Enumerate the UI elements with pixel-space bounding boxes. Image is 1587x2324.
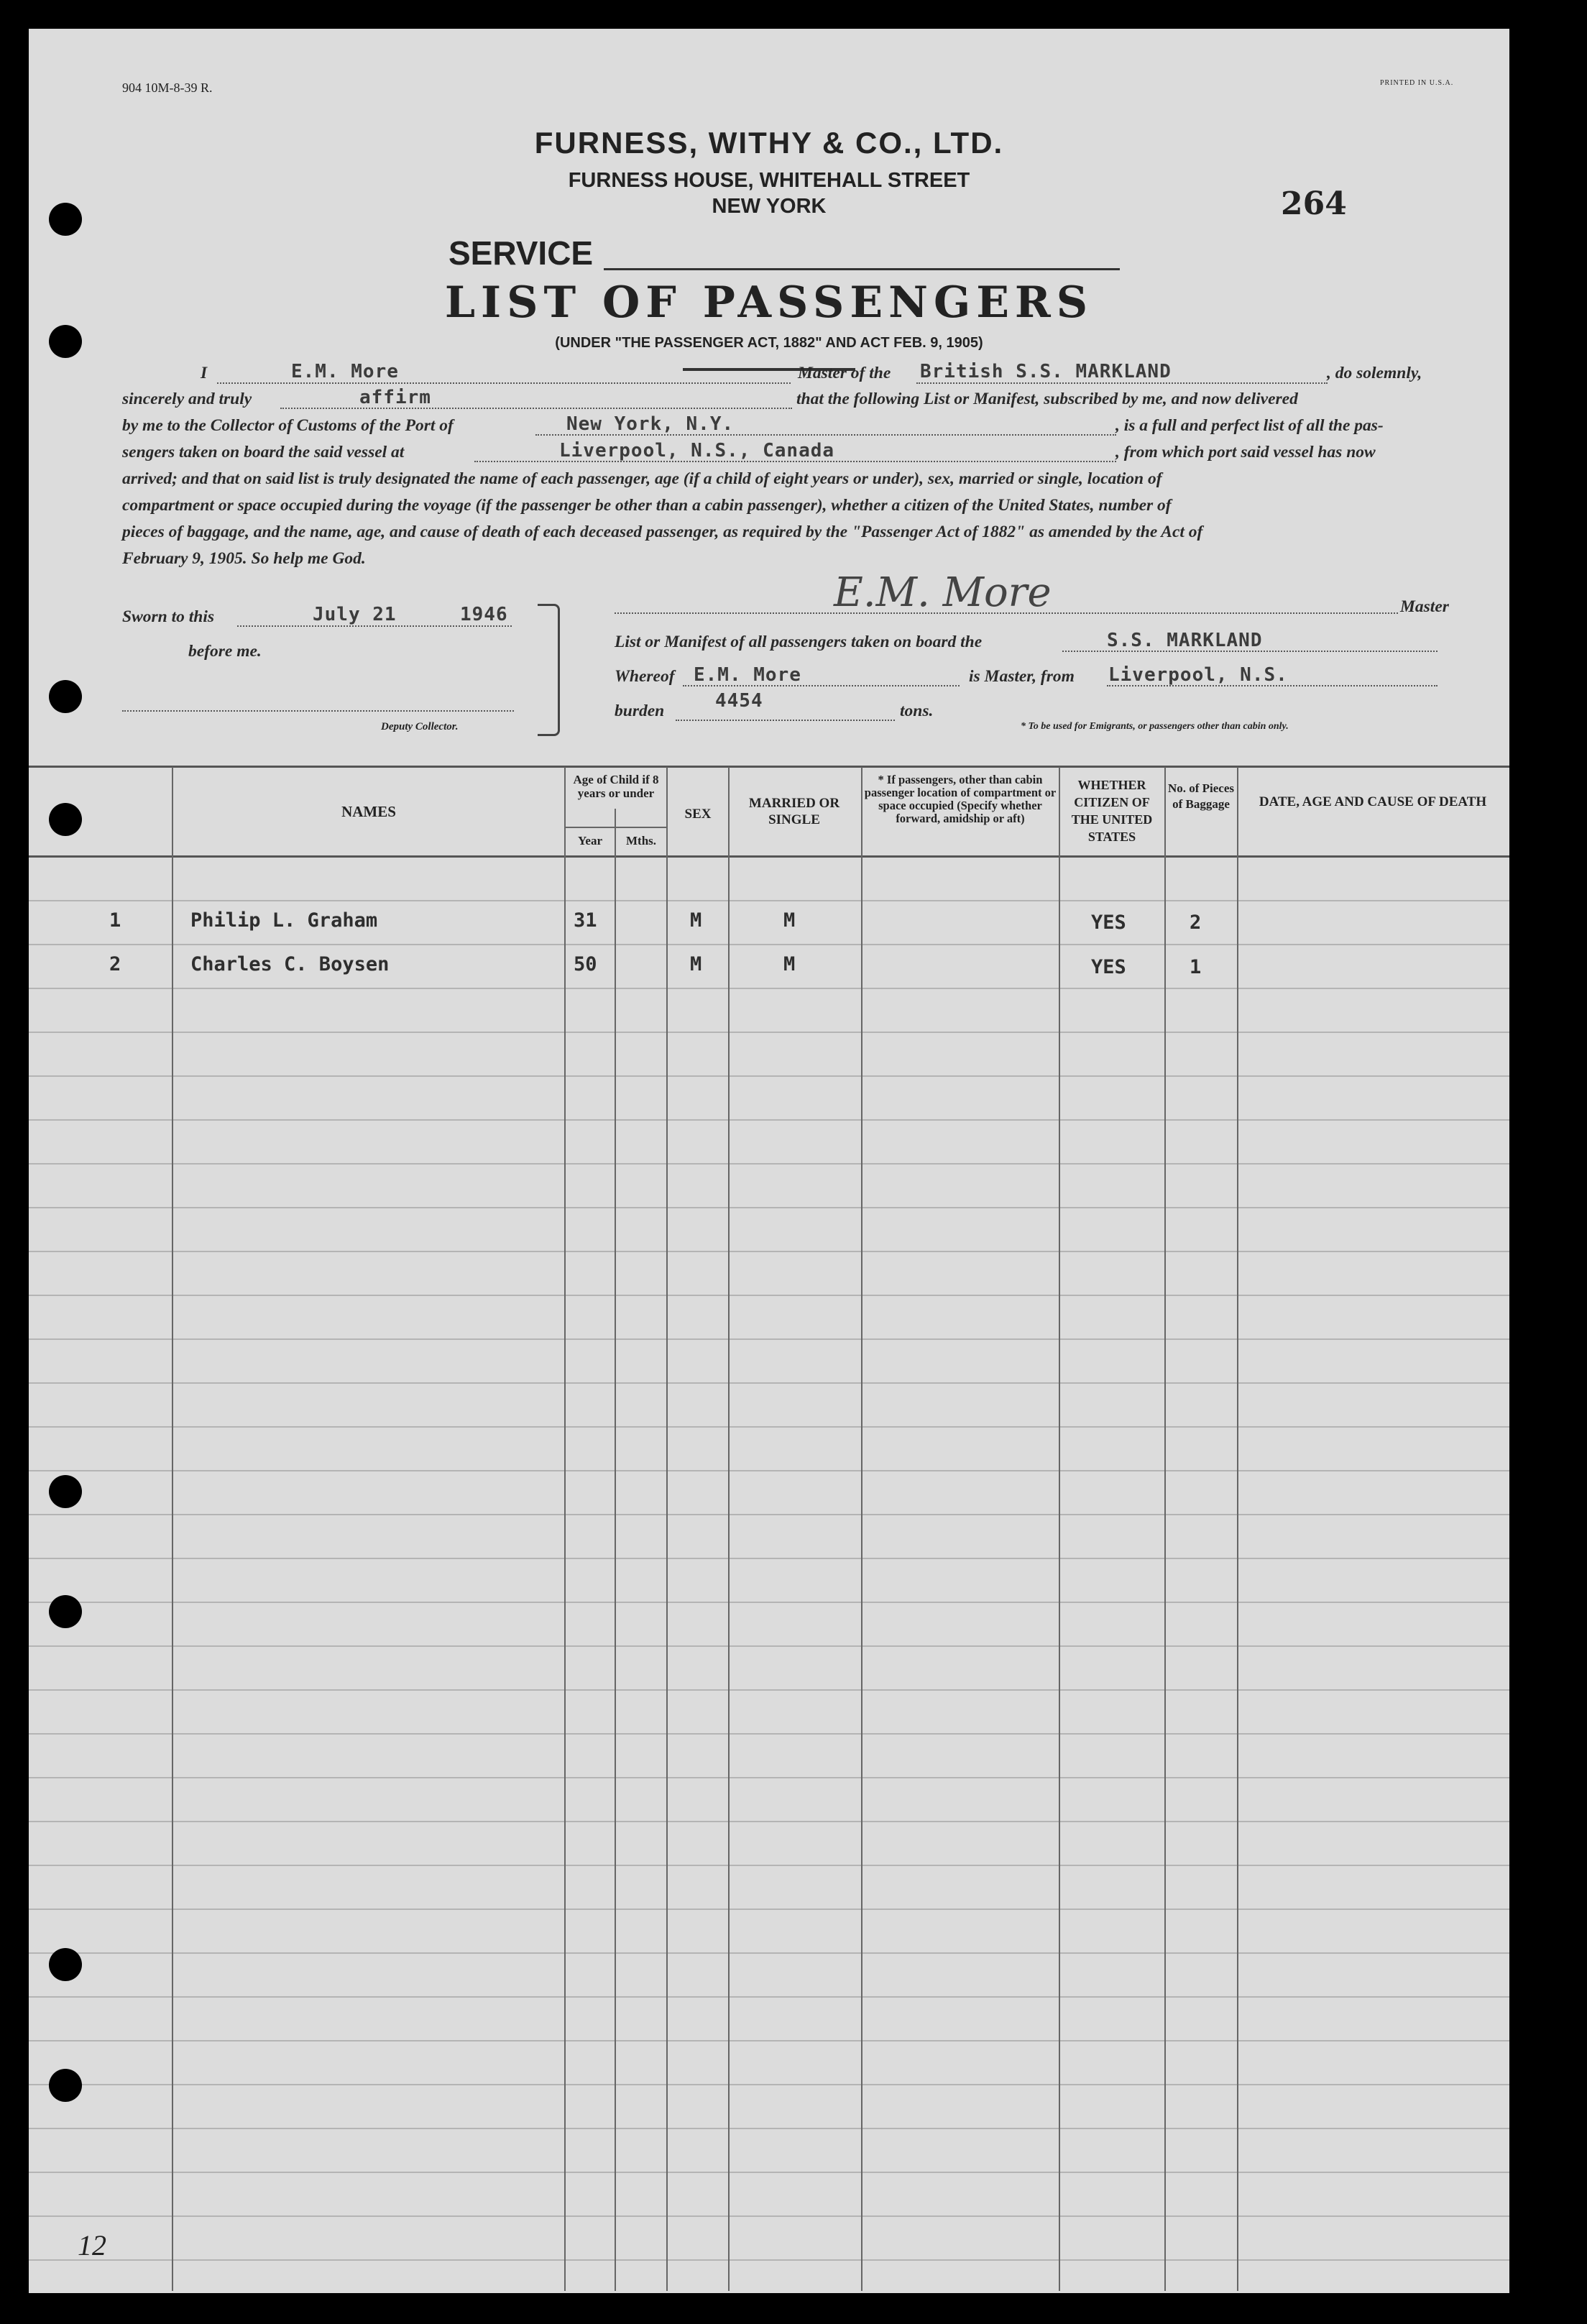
company-address-line2: NEW YORK xyxy=(712,195,827,218)
decl-underline xyxy=(217,382,791,384)
column-divider xyxy=(1164,767,1166,2291)
margin-note: 12 xyxy=(78,2229,106,2261)
header-location: * If passengers, other than cabin passenger location of compartment or space occupied (Specify whether forward, amidship or aft) xyxy=(864,773,1057,825)
affirm-word: affirm xyxy=(359,387,431,408)
table-top-border xyxy=(29,766,1509,768)
company-address-line1: FURNESS HOUSE, WHITEHALL STREET xyxy=(568,169,970,192)
form-number: 904 10M-8-39 R. xyxy=(122,81,213,95)
table-rule-line xyxy=(29,1821,1509,1822)
passenger-citizen: YES xyxy=(1091,956,1126,978)
decl-collector: by me to the Collector of Customs of the Port of xyxy=(122,416,454,435)
table-rule-line xyxy=(29,944,1509,945)
column-divider xyxy=(172,767,173,2291)
decl-full-list: , is a full and perfect list of all the pas- xyxy=(1116,416,1384,435)
whereof-label: Whereof xyxy=(615,667,675,686)
binder-hole xyxy=(49,1475,82,1508)
manifest-page xyxy=(29,29,1509,2293)
header-months: Mths. xyxy=(625,834,657,848)
table-rule-line xyxy=(29,2215,1509,2217)
table-rule-line xyxy=(29,1514,1509,1515)
table-rule-line xyxy=(29,1909,1509,1910)
header-death: DATE, AGE AND CAUSE OF DEATH xyxy=(1259,794,1487,809)
table-rule-line xyxy=(29,1207,1509,1208)
column-divider xyxy=(666,767,668,2291)
decl-arrived: , from which port said vessel has now xyxy=(1116,443,1376,461)
table-rule-line xyxy=(29,1119,1509,1121)
header-citizen: WHETHER CITIZEN OF THE UNITED STATES xyxy=(1071,778,1153,844)
header-names: NAMES xyxy=(341,803,396,820)
burden-label: burden xyxy=(615,702,665,720)
table-rule-line xyxy=(29,2172,1509,2173)
whereof-name: E.M. More xyxy=(694,664,801,686)
table-rule-line xyxy=(29,2128,1509,2129)
before-me: before me. xyxy=(188,642,262,661)
table-rule-line xyxy=(29,1865,1509,1866)
sworn-date: July 21 xyxy=(313,604,397,625)
sworn-year: 1946 xyxy=(460,604,508,625)
decl-sincerely: sincerely and truly xyxy=(122,390,252,408)
header-age-child: Age of Child if 8 years or under xyxy=(573,773,659,800)
decl-taken-on-board: sengers taken on board the said vessel at xyxy=(122,443,405,461)
document-subtitle: (UNDER "THE PASSENGER ACT, 1882" AND ACT FEB. 9, 1905) xyxy=(555,335,983,351)
passenger-baggage: 2 xyxy=(1190,911,1202,934)
master-signature: E.M. More xyxy=(834,569,1052,616)
passenger-married: M xyxy=(783,953,796,975)
sworn-underline xyxy=(237,625,512,627)
table-rule-line xyxy=(29,1689,1509,1691)
passenger-name: Charles C. Boysen xyxy=(190,953,390,975)
decl-underline xyxy=(280,408,792,409)
passenger-citizen: YES xyxy=(1091,911,1126,934)
ship-name: British S.S. MARKLAND xyxy=(920,361,1172,382)
row-number: 2 xyxy=(109,953,121,975)
decl-master-of: Master of the xyxy=(798,364,891,382)
printer-stamp: PRINTED IN U.S.A. xyxy=(1380,79,1454,87)
service-field-line xyxy=(604,268,1120,270)
header-married: MARRIED OR SINGLE xyxy=(748,796,840,827)
table-rule-line xyxy=(29,2084,1509,2085)
company-name: FURNESS, WITHY & CO., LTD. xyxy=(534,126,1004,160)
age-subdivider xyxy=(566,827,666,828)
binder-hole xyxy=(49,1948,82,1981)
decl-text-6: compartment or space occupied during the voyage (if the passenger be other than a cabin passenger), whether a citizen of the United States, number of xyxy=(122,496,1172,515)
passenger-age: 50 xyxy=(574,953,597,975)
column-divider xyxy=(1059,767,1060,2291)
decl-i: I xyxy=(201,364,208,382)
list-label: List or Manifest of all passengers taken on board the xyxy=(615,633,983,651)
table-rule-line xyxy=(29,1558,1509,1559)
port-of-arrival: New York, N.Y. xyxy=(566,413,735,435)
binder-hole xyxy=(49,1595,82,1628)
binder-hole xyxy=(49,325,82,358)
document-title: LIST OF PASSENGERS xyxy=(444,277,1094,328)
burden-underline xyxy=(676,720,895,721)
footnote: * To be used for Emigrants, or passengers other than cabin only. xyxy=(1021,721,1289,732)
header-year: Year xyxy=(578,834,602,848)
row-number: 1 xyxy=(109,909,121,932)
binder-hole xyxy=(49,2069,82,2102)
master-name: E.M. More xyxy=(291,361,399,382)
master-label: Master xyxy=(1400,597,1449,616)
header-sex: SEX xyxy=(684,807,712,822)
passenger-married: M xyxy=(783,909,796,932)
deputy-collector-label: Deputy Collector. xyxy=(381,721,459,732)
table-rule-line xyxy=(29,1996,1509,1998)
decl-solemnly: , do solemnly, xyxy=(1327,364,1422,382)
table-rule-line xyxy=(29,988,1509,989)
column-divider xyxy=(615,809,616,2291)
burden-value: 4454 xyxy=(715,690,763,712)
passenger-name: Philip L. Graham xyxy=(190,909,378,932)
column-divider xyxy=(861,767,862,2291)
list-ship: S.S. MARKLAND xyxy=(1107,630,1263,651)
passenger-baggage: 1 xyxy=(1190,956,1202,978)
header-baggage: No. of Pieces of Baggage xyxy=(1167,781,1235,811)
decl-following: that the following List or Manifest, subscribed by me, and now delivered xyxy=(796,390,1298,408)
table-rule-line xyxy=(29,1163,1509,1165)
passenger-sex: M xyxy=(690,953,702,975)
column-divider xyxy=(564,767,566,2291)
table-rule-line xyxy=(29,1602,1509,1603)
is-master-from: is Master, from xyxy=(969,667,1075,686)
sworn-label: Sworn to this xyxy=(122,607,215,626)
binder-hole xyxy=(49,803,82,836)
table-rule-line xyxy=(29,1032,1509,1033)
binder-hole xyxy=(49,203,82,236)
column-divider xyxy=(728,767,730,2291)
table-header-border xyxy=(29,855,1509,858)
table-rule-line xyxy=(29,2259,1509,2261)
table-rule-line xyxy=(29,1251,1509,1252)
table-rule-line xyxy=(29,2040,1509,2041)
table-rule-line xyxy=(29,1295,1509,1296)
binder-hole xyxy=(49,680,82,713)
table-rule-line xyxy=(29,900,1509,901)
table-rule-line xyxy=(29,1470,1509,1471)
table-rule-line xyxy=(29,1733,1509,1735)
from-port: Liverpool, N.S. xyxy=(1108,664,1288,686)
table-rule-line xyxy=(29,1382,1509,1384)
service-label: SERVICE xyxy=(448,234,594,272)
decl-text-5: arrived; and that on said list is truly designated the name of each passenger, age (if a child of eight years or under), sex, married or single, location of xyxy=(122,469,1162,488)
decl-underline xyxy=(916,382,1328,384)
table-rule-line xyxy=(29,1075,1509,1077)
decl-text-7: pieces of baggage, and the name, age, and cause of death of each deceased passenger, as required by the "Passenger Act of 1882" as amended by the Act of xyxy=(122,523,1203,541)
passenger-age: 31 xyxy=(574,909,597,932)
oath-bracket xyxy=(538,604,560,736)
departure-port: Liverpool, N.S., Canada xyxy=(559,440,835,461)
table-rule-line xyxy=(29,1952,1509,1954)
table-rule-line xyxy=(29,1645,1509,1647)
column-divider xyxy=(1237,767,1238,2291)
table-rule-line xyxy=(29,1338,1509,1340)
table-rule-line xyxy=(29,1426,1509,1428)
collector-signature-line xyxy=(122,710,514,712)
page-number: 264 xyxy=(1281,185,1347,222)
passenger-sex: M xyxy=(690,909,702,932)
table-rule-line xyxy=(29,1777,1509,1778)
decl-text-8: February 9, 1905. So help me God. xyxy=(122,549,366,568)
tons-label: tons. xyxy=(900,702,934,720)
